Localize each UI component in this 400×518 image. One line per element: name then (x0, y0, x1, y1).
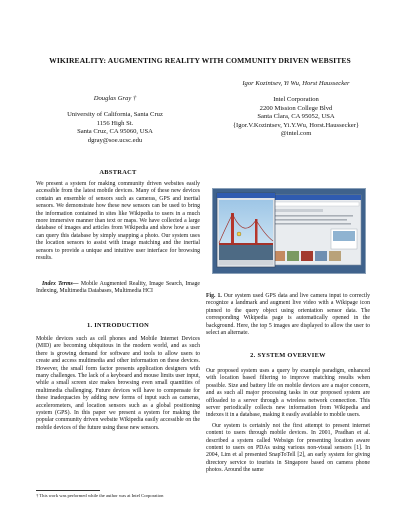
index-terms-text: Mobile Augmented Reality, Image Search, Image Indexing, Multimedia Databases, Multimedia HCI (36, 281, 200, 295)
abstract-heading: ABSTRACT (99, 169, 137, 176)
affiliation-line: Santa Clara, CA 95052, USA (257, 113, 335, 121)
paragraph: Our proposed system uses a query by example paradigm, enhanced with location based filtering to improve matching results when possible. Size and battery life on mobile devices are a major concern, and as such all major processing tasks in our proposed system are offloaded to a server through a wireless network connection. This server periodically collects new information from Wikipedia and indexes it in a database, making it easily available to mobile users. (206, 368, 370, 419)
figure-1-caption (206, 293, 370, 337)
figure-1-label: Fig. 1. (206, 293, 222, 299)
author-left-affiliation (40, 111, 190, 145)
author-left-name: Douglas Gray † (93, 95, 137, 102)
footnote: † This work was performed while the author was at Intel Corporation (36, 493, 164, 498)
affiliation-line: 1156 High St. (96, 119, 134, 127)
paragraph: Mobile devices such as cell phones and Mobile Internet Devices (MID) are becoming ubiquitous in the modern world, and as such there is growing demand for software and tools to allow users to create and access multimedia and other information on these devices. However, the small form factor presents application designers with many challenges. The lack of a keyboard and mouse limits user input, while a small screen size makes browsing even small quantities of multimedia challenging. Future devices will have to compensate for these inadequacies by adding new forms of input such as cameras, accelerometers, and location sensors such as a global positioning system (GPS). In this paper we present a system for making the popular community driven website Wikipedia easily accessible on the mobile devices of the future using these new sensors. (36, 336, 200, 431)
affiliation-line: Intel Corporation (273, 96, 319, 103)
affiliation-line: University of California, Santa Cruz (67, 111, 163, 118)
figure-1-image (212, 188, 366, 274)
system-overview-body (206, 368, 370, 475)
affiliation-line: 2200 Mission College Blvd (259, 104, 333, 112)
abstract-body (36, 181, 200, 262)
affiliation-line: dgray@soe.ucsc.edu (87, 136, 143, 144)
section-heading-system-overview: 2. SYSTEM OVERVIEW (250, 352, 326, 359)
abstract-text: We present a system for making community driven websites easily accessible from the latest mobile devices. Many of these new devices contain an ensemble of sensors such as cameras, GPS and inertial sensors. We demonstrate how these new sensors can be used to bring the information contained in sites like Wikipedia to users in a much more immersive manner than text or maps. We have collected a large database of images and articles from Wikipedia and show how a user can query this database by simply snapping a photo. Our system uses the location sensors to assist with image matching and the inertial sensors to provide a unique and intuitive user interface for browsing results. (36, 181, 200, 262)
affiliation-line: @intel.com (280, 130, 312, 138)
introduction-body (36, 336, 200, 432)
affiliation-line: {Igor.V.Kozintsev, Yi.Y.Wu, Horst.Haussecker} (232, 121, 360, 129)
affiliation-line: Santa Cruz, CA 95060, USA (77, 128, 153, 136)
footnote-rule (36, 490, 100, 491)
figure-1-caption-text: Our system used GPS data and live camera input to correctly recognize a landmark and augment live video with a Wikipage icon pinned to the query object using orientation sensor data. The corresponding Wikipedia page is automatically opened in the background. Here, the top 5 images are displayed to allow the user to select an alternate. (206, 293, 371, 337)
author-right-affiliation (206, 96, 386, 139)
author-right-names: Igor Kozintsev, Yi Wu, Horst Haussecker (242, 80, 350, 87)
index-terms (36, 281, 200, 296)
paragraph: Our system is certainly not the first attempt to present internet content to users through mobile devices. In 2001, Pradhan et al. described a system called Websign for presenting location aware content to users on PDAs using various non-visual sensors [1]. In 2004, Lim et al presented SnapToTell [2], an early system for giving directory service to tourists in Singapore based on camera phone photos. Around the same (206, 422, 370, 474)
section-heading-introduction: 1. INTRODUCTION (86, 322, 150, 329)
index-terms-label: Index Terms— (42, 281, 79, 287)
paper-title: WIKIREALITY: AUGMENTING REALITY WITH COMMUNITY DRIVEN WEBSITES (49, 56, 351, 65)
figure-1-screenshot-graphic (213, 189, 365, 273)
